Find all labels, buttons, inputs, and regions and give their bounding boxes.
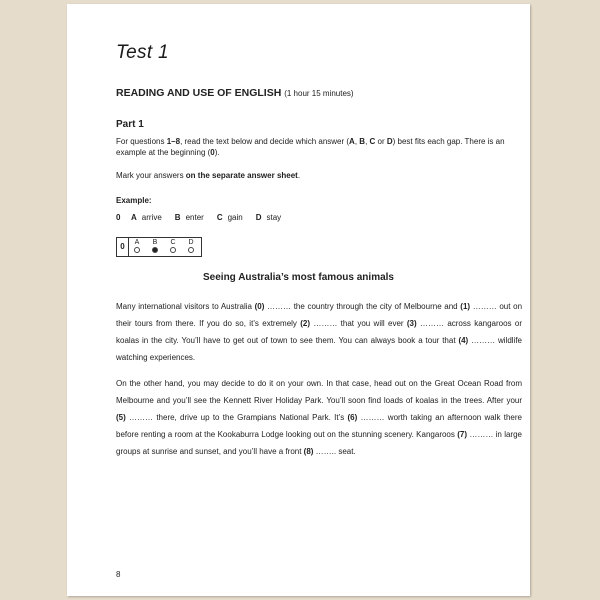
answer-option-c: C	[167, 239, 179, 256]
answer-option-d: D	[185, 239, 197, 256]
example-option-a: A arrive	[131, 213, 162, 222]
example-option-d: D stay	[255, 213, 282, 222]
example-option-b: B enter	[174, 213, 204, 222]
section-title: READING AND USE OF ENGLISH	[116, 87, 282, 99]
example-label: Example:	[116, 196, 152, 205]
example-answer-box	[116, 237, 202, 257]
test-title: Test 1	[116, 42, 169, 63]
paragraph-2: On the other hand, you may decide to do it on your own. In that case, head out on the Great Ocean Road from Melbourne and you’ll see the Kennett River Holiday Park. You’ll soon find loads of koalas in the trees. After your (5) ……… there, drive up to the Grampians National Park. It’s (6) ……… worth taking an afternoon walk there before renting a room at the Kookaburra Lodge looking out on the stunning scenery. Kangaroos (7) ……… in large groups at sunrise and sunset, and you’ll have a front (8) …….. seat.	[116, 379, 522, 456]
example-option-c: C gain	[216, 213, 243, 222]
part-heading: Part 1	[116, 119, 144, 130]
answer-circle-a	[134, 247, 140, 253]
answer-circle-d	[188, 247, 194, 253]
section-duration: (1 hour 15 minutes)	[284, 89, 354, 98]
page-number: 8	[116, 570, 121, 579]
answer-box-number: 0	[117, 238, 129, 256]
mark-instruction: Mark your answers on the separate answer sheet.	[116, 171, 301, 180]
paragraph-1: Many international visitors to Australia (0) ……… the country through the city of Melbourne and (1) ……… out on their tours from there. If you do so, it’s extremely (2) ……… that you will ever (3) ……… across kangaroos or koalas in the city. You’ll have to get out of town to see them. You can always book a tour that (4) ……… wildlife watching experiences.	[116, 302, 523, 362]
answer-circle-b	[152, 247, 158, 253]
answer-option-b: B	[149, 239, 161, 256]
instructions: For questions 1–8, read the text below and decide which answer (A, B, C or D) best fits each gap. There is an example at the beginning (0).	[116, 137, 505, 157]
section-heading	[116, 87, 354, 99]
example-options	[116, 213, 294, 222]
answer-option-a: A	[131, 239, 143, 256]
text-heading: Seeing Australia’s most famous animals	[203, 272, 394, 283]
example-number: 0	[116, 213, 121, 222]
book-page	[67, 4, 530, 596]
answer-circle-c	[170, 247, 176, 253]
